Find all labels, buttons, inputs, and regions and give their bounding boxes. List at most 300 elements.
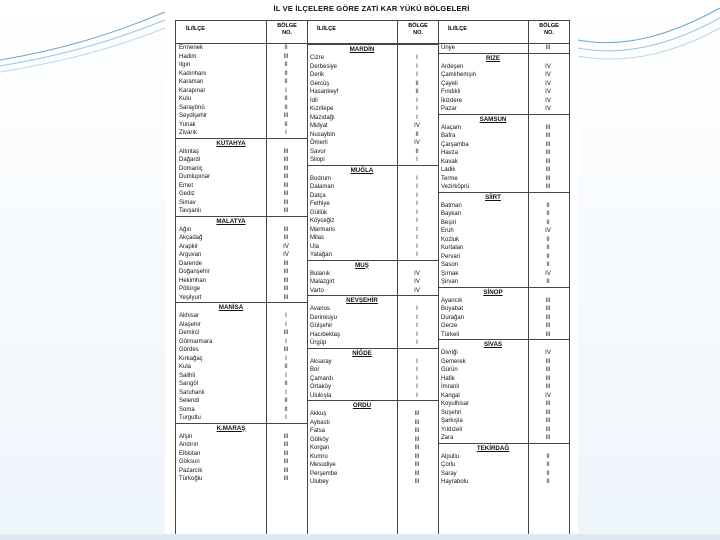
district-name: Bulanık [310,270,331,277]
region-number: II [546,202,550,209]
table-row [176,397,307,406]
region-number: I [416,63,418,70]
district-name: Aybastı [310,419,330,426]
table-row [438,166,569,175]
district-name: Terme [441,175,458,182]
table-row [438,461,569,470]
table-row [176,475,307,484]
district-name: Demirci [179,330,200,336]
district-name: Kumru [310,453,328,460]
snow-load-table [175,20,570,539]
table-row [438,305,569,314]
table-row [438,71,569,80]
region-number: III [283,53,289,60]
district-name: Güllük [310,209,328,216]
district-name: Ortaköy [310,384,332,390]
district-name: Batman [441,202,462,209]
table-row [438,426,569,435]
table-row [176,458,307,467]
table-row [176,268,307,277]
province-header [438,114,569,124]
table-row [176,414,307,423]
table-row [438,141,569,150]
district-name: Şırnak [441,270,459,277]
district-name: Hasankeyf [310,89,339,95]
region-number: I [416,192,418,199]
region-number: III [283,433,289,440]
region-number: I [416,358,418,365]
table-row [176,372,307,381]
region-number: III [283,347,289,353]
region-number: III [414,428,420,434]
district-name: Arapkir [179,243,199,250]
table-row [176,104,307,113]
district-name: Türkeli [441,331,460,338]
region-number: I [285,130,287,136]
district-name: Kırkağaç [179,355,203,362]
table-row [438,314,569,323]
table-row [307,122,438,131]
table-row [438,270,569,279]
district-name: Dağardi [179,157,201,163]
district-name: Şarkışla [441,418,463,424]
region-number: I [416,114,418,121]
region-number: III [283,235,289,241]
region-number: III [283,226,289,233]
district-name: Ömerli [310,140,328,146]
region-number: III [545,409,551,416]
region-number: I [416,72,418,78]
table-row [307,156,438,165]
table-row [176,450,307,459]
district-name: Ulukışla [310,392,332,399]
region-number: I [416,201,418,207]
table-row [307,63,438,72]
region-number: II [415,131,419,138]
district-name: Hekimhan [179,277,207,284]
table-row [176,355,307,364]
district-name: Gerze [441,323,458,329]
table-row [307,470,438,479]
region-number: II [546,262,550,268]
district-name: Beşiri [441,219,457,226]
district-name: Arguvan [179,252,202,258]
table-row [307,226,438,235]
district-name: Alaçam [441,124,462,131]
table-row [307,478,438,487]
table-row [438,210,569,219]
district-name: Andırın [179,442,199,448]
table-row [438,392,569,401]
district-name: Yeşilyurt [179,294,202,301]
region-number: II [546,470,550,477]
district-name: Hafik [441,375,455,382]
district-name: Şirvan [441,279,459,285]
table-row [438,149,569,158]
region-number: III [283,174,289,180]
region-number: II [546,453,550,460]
table-row [176,165,307,174]
region-number: II [284,406,288,413]
region-number: II [284,104,288,111]
province-name: NİĞDE [352,349,372,357]
district-name: Vezirköprü [441,184,470,190]
district-name: Gediz [179,191,195,197]
district-name: Kozluk [441,236,460,243]
table-row [176,277,307,286]
district-name: Köyceğiz [310,218,335,224]
region-number: II [546,479,550,485]
table-row [438,434,569,443]
province-name: MUĞLA [350,166,374,174]
table-row [438,322,569,331]
table-row [438,183,569,192]
table-row [307,175,438,184]
district-name: Kulu [179,96,192,102]
province-name: SİİRT [485,193,501,201]
column-header: İL/İLÇE BÖLGE NO. [176,21,307,44]
region-number: III [283,260,289,267]
province-header [307,400,438,410]
region-number: II [546,236,550,243]
district-name: Hayrabolu [441,479,469,485]
table-row [307,287,438,296]
table-row [438,202,569,211]
region-number: IV [414,140,420,146]
table-row [307,183,438,192]
district-name: Karaman [179,79,204,85]
district-name: Bodrum [310,175,332,182]
district-name: Zivarık [179,130,197,136]
district-name: Milas [310,235,325,241]
region-number: III [414,419,420,426]
district-name: Akkuş [310,411,327,417]
region-number: I [416,226,418,233]
table-row [176,190,307,199]
table-row [307,436,438,445]
column-header: İL/İLÇE BÖLGE NO. [438,21,569,44]
province-header [307,295,438,305]
district-name: Ladik [441,167,456,173]
district-name: İkizdere [441,97,463,104]
table-row [176,121,307,130]
region-number: III [283,450,289,457]
table-row [307,392,438,401]
table-row [176,294,307,303]
table-column-3 [438,21,570,539]
region-number: III [283,157,289,163]
table-row [438,478,569,487]
table-row [307,54,438,63]
region-number: II [284,70,288,77]
region-number: IV [414,270,420,277]
region-number: II [284,121,288,128]
region-number: II [284,96,288,102]
region-number: III [283,467,289,474]
region-number: III [414,445,420,451]
region-number: III [545,45,551,51]
district-name: Perşembe [310,470,338,477]
region-number: III [283,476,289,482]
region-number: II [546,211,550,217]
table-row [176,70,307,79]
region-number: III [283,182,289,189]
district-name: Ermenek [179,45,204,51]
region-number: III [545,306,551,312]
district-name: Gördes [179,347,199,353]
table-row [438,63,569,72]
table-row [438,105,569,114]
region-number: III [283,330,289,336]
table-row [176,338,307,347]
district-name: Midyat [310,123,328,129]
district-name: Mesudiye [310,462,336,468]
province-name: TEKİRDAĞ [476,444,510,452]
table-row [438,124,569,133]
region-number: III [545,418,551,424]
region-number: III [545,384,551,390]
district-name: Turgutlu [179,415,201,421]
table-row [176,363,307,372]
region-number: I [416,218,418,224]
table-row [438,261,569,270]
region-number: I [285,338,287,345]
table-row [176,389,307,398]
region-number: II [415,89,419,95]
region-number: II [284,381,288,387]
region-number: I [416,235,418,241]
district-name: Ağın [179,226,192,233]
region-number: III [414,462,420,468]
table-row [307,322,438,331]
table-row [438,236,569,245]
district-name: Kadınhanı [179,70,207,77]
table-column-1 [176,21,308,539]
table-row [307,148,438,157]
table-row [176,441,307,450]
district-name: Darende [179,260,203,267]
table-row [438,383,569,392]
region-number: III [545,358,551,365]
district-name: Pazar [441,106,457,112]
region-number: I [285,415,287,421]
region-number: III [545,323,551,329]
region-number: I [416,314,418,321]
table-row [307,200,438,209]
district-name: Suşehri [441,409,462,416]
table-row [438,278,569,287]
region-number: II [284,364,288,370]
district-name: Altıntaş [179,148,200,155]
region-number: III [283,148,289,155]
table-row [307,88,438,97]
district-name: Akçadağ [179,235,203,241]
table-row [307,453,438,462]
region-number: III [545,184,551,190]
district-name: Kızıltepe [310,106,334,112]
district-name: Fındıklı [441,89,461,95]
district-name: Elbistan [179,450,201,457]
table-row [176,321,307,330]
district-name: Marmaris [310,226,335,233]
table-row [176,87,307,96]
province-name: SAMSUN [479,115,507,123]
region-number: III [545,141,551,148]
region-number: III [545,150,551,156]
region-number: III [283,442,289,448]
table-row [307,251,438,260]
district-name: Sarayönü [179,104,205,111]
region-number: III [545,426,551,433]
province-header [307,348,438,358]
region-number: III [545,175,551,182]
region-number: I [285,321,287,328]
district-name: Alaşehir [179,321,201,328]
table-row [176,182,307,191]
province-name: MALATYA [216,217,246,225]
district-name: Pazarcık [179,467,203,474]
district-name: Selendi [179,398,200,404]
table-row [438,253,569,262]
table-row [438,375,569,384]
table-row [176,380,307,389]
table-row [307,105,438,114]
region-number: III [283,191,289,197]
region-number: II [546,279,550,285]
region-number: II [415,148,419,155]
table-column-2 [307,21,439,539]
district-name: Varto [310,287,324,294]
region-number: III [545,331,551,338]
table-row [438,227,569,236]
table-row [176,467,307,476]
table-row [438,331,569,340]
district-name: Türkoğlu [179,476,203,482]
table-row [176,53,307,62]
table-row [307,305,438,314]
district-name: Kavak [441,158,458,165]
region-number: I [416,331,418,338]
region-number: III [545,435,551,441]
district-name: Datça [310,192,326,199]
region-number: IV [545,97,551,104]
province-name: NEVŞEHİR [346,297,378,304]
region-number: III [414,453,420,460]
district-name: Derbesiye [310,63,338,70]
district-name: Domaniç [179,165,203,172]
district-name: Yatağan [310,252,332,258]
district-name: Bor [310,367,320,373]
table-row [438,80,569,89]
district-name: Çorlu [441,462,456,468]
province-header [307,260,438,270]
table-row [307,270,438,279]
region-number: I [416,157,418,163]
region-number: IV [545,80,551,87]
region-number: I [285,355,287,362]
document-title: İL VE İLÇELERE GÖRE ZATİ KAR YÜKÜ BÖLGELERİ [273,4,470,13]
region-number: I [416,340,418,346]
region-number: III [283,113,289,119]
region-number: III [545,297,551,304]
region-number: IV [283,252,289,258]
district-name: Saray [441,470,457,477]
column-header: İL/İLÇE BÖLGE NO. [307,21,438,44]
province-header [176,423,307,433]
province-name: MARDİN [349,46,375,53]
region-number: II [546,462,550,468]
table-row [176,243,307,252]
district-name: Kangal [441,392,460,399]
province-header [176,302,307,312]
district-name: Çayeli [441,80,458,87]
region-number: III [414,470,420,477]
region-number: II [415,80,419,87]
region-number: I [416,97,418,104]
province-header [307,44,438,54]
table-row [176,312,307,321]
district-name: Derinkuyu [310,314,338,321]
province-name: KÜTAHYA [216,139,246,147]
region-number: I [285,87,287,94]
table-row [176,129,307,138]
region-number: IV [414,287,420,294]
region-number: I [416,209,418,216]
district-name: Emet [179,182,194,189]
table-row [307,114,438,123]
table-row [307,331,438,340]
province-header [176,138,307,148]
region-number: I [416,55,418,61]
region-number: IV [545,392,551,399]
table-row [176,95,307,104]
district-name: Derik [310,72,325,78]
district-name: Ulubey [310,479,329,485]
table-row [438,44,569,53]
region-number: I [416,306,418,312]
table-row [307,217,438,226]
table-row [307,314,438,323]
table-row [438,358,569,367]
district-name: Saruhanlı [179,389,205,396]
district-name: Salihli [179,372,196,379]
table-row [176,112,307,121]
district-name: Hadim [179,53,197,60]
table-row [176,61,307,70]
district-name: Kurtalan [441,245,464,251]
region-number: III [545,401,551,407]
district-name: Koyulhisar [441,401,470,407]
district-name: Alpullu [441,453,460,460]
table-row [176,251,307,260]
province-header [438,192,569,202]
region-number: I [416,375,418,382]
district-name: Fatsa [310,428,326,434]
region-number: IV [545,63,551,70]
region-number: III [283,165,289,172]
table-row [307,278,438,287]
region-number: I [416,384,418,390]
region-number: III [414,479,420,485]
region-number: III [545,367,551,373]
region-number: I [416,243,418,250]
region-number: IV [545,89,551,95]
district-name: Sarıgöl [179,381,199,387]
region-number: I [285,372,287,379]
district-name: Pötürge [179,286,201,292]
province-header [176,216,307,226]
region-number: II [546,245,550,251]
